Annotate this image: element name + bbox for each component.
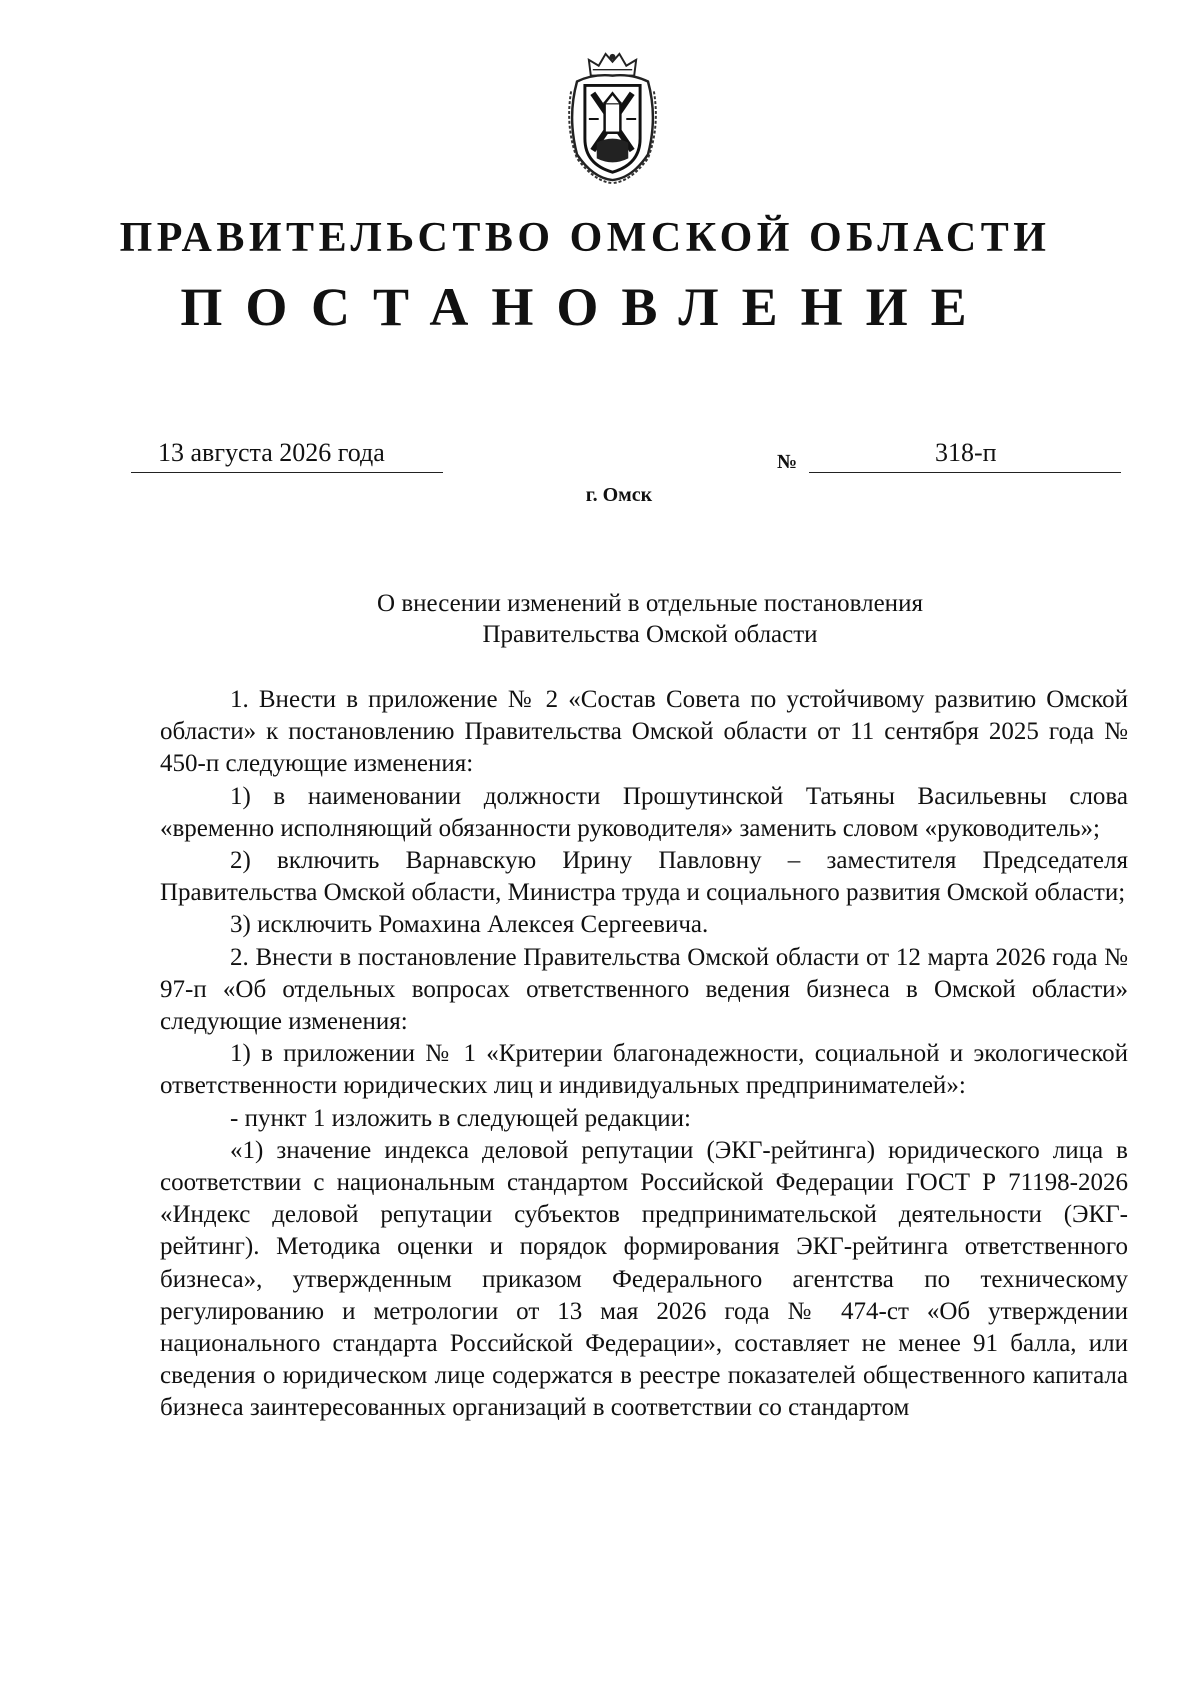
city-label: г. Омск <box>585 484 653 506</box>
paragraph: 1. Внести в приложение № 2 «Состав Совета по устойчивому развитию Омской области» к постановлению Правительства Омской области от 11 сентября 2025 года № 450-п следующие изменения: <box>160 686 1128 778</box>
paragraph: 3) исключить Ромахина Алексея Сергеевича. <box>230 911 709 939</box>
document-number: 318-п <box>935 438 997 467</box>
government-title: ПРАВИТЕЛЬСТВО ОМСКОЙ ОБЛАСТИ <box>119 215 1051 261</box>
document-body <box>160 684 1128 1425</box>
date-field <box>131 438 443 473</box>
paragraph: 1) в наименовании должности Прошутинской Татьяны Васильевны слова «временно исполняющий обязанности руководителя» заменить словом «руководитель»; <box>160 782 1128 842</box>
paragraph: 2. Внести в постановление Правительства Омской области от 12 марта 2026 года № 97-п «Об отдельных вопросах ответственного ведения бизнеса в Омской области» следующие изменения: <box>160 943 1128 1036</box>
paragraph: «1) значение индекса деловой репутации (ЭКГ-рейтинга) юридического лица в соответствии с национальным стандартом Российской Федерации ГОСТ Р 71198-2026 «Индекс деловой репутации субъектов предпринимательской деятельности (ЭКГ-рейтинг). Методика оценки и порядок формирования ЭКГ-рейтинга ответственного бизнеса», утвержденным приказом Федерального агентства по техническому регулированию и метрологии от 13 мая 2026 года № 474-ст «Об утверждении национального стандарта Российской Федерации», составляет не менее 91 балла, или сведения о юридическом лице содержатся в реестре показателей общественного капитала бизнеса заинтересованных организаций в соответствии со стандартом <box>160 1136 1128 1422</box>
document-subject <box>0 588 1200 650</box>
paragraph: 1) в приложении № 1 «Критерии благонадежности, социальной и экологической ответственности юридических лиц и индивидуальных предпринимателей»: <box>160 1040 1128 1100</box>
number-sign-label: № <box>777 451 798 473</box>
paragraph: 2) включить Варнавскую Ирину Павловну – заместителя Председателя Правительства Омской области, Министра труда и социального развития Омской области; <box>160 847 1128 907</box>
document-type-title: ПОСТАНОВЛЕНИЕ <box>180 277 990 337</box>
document-date: 13 августа 2026 года <box>158 438 385 467</box>
coat-of-arms-icon <box>563 48 662 184</box>
paragraph: - пункт 1 изложить в следующей редакции: <box>230 1104 691 1132</box>
number-field <box>809 438 1121 473</box>
subject-line-2: Правительства Омской области <box>482 621 818 648</box>
subject-line-1: О внесении изменений в отдельные постановления <box>377 590 923 617</box>
